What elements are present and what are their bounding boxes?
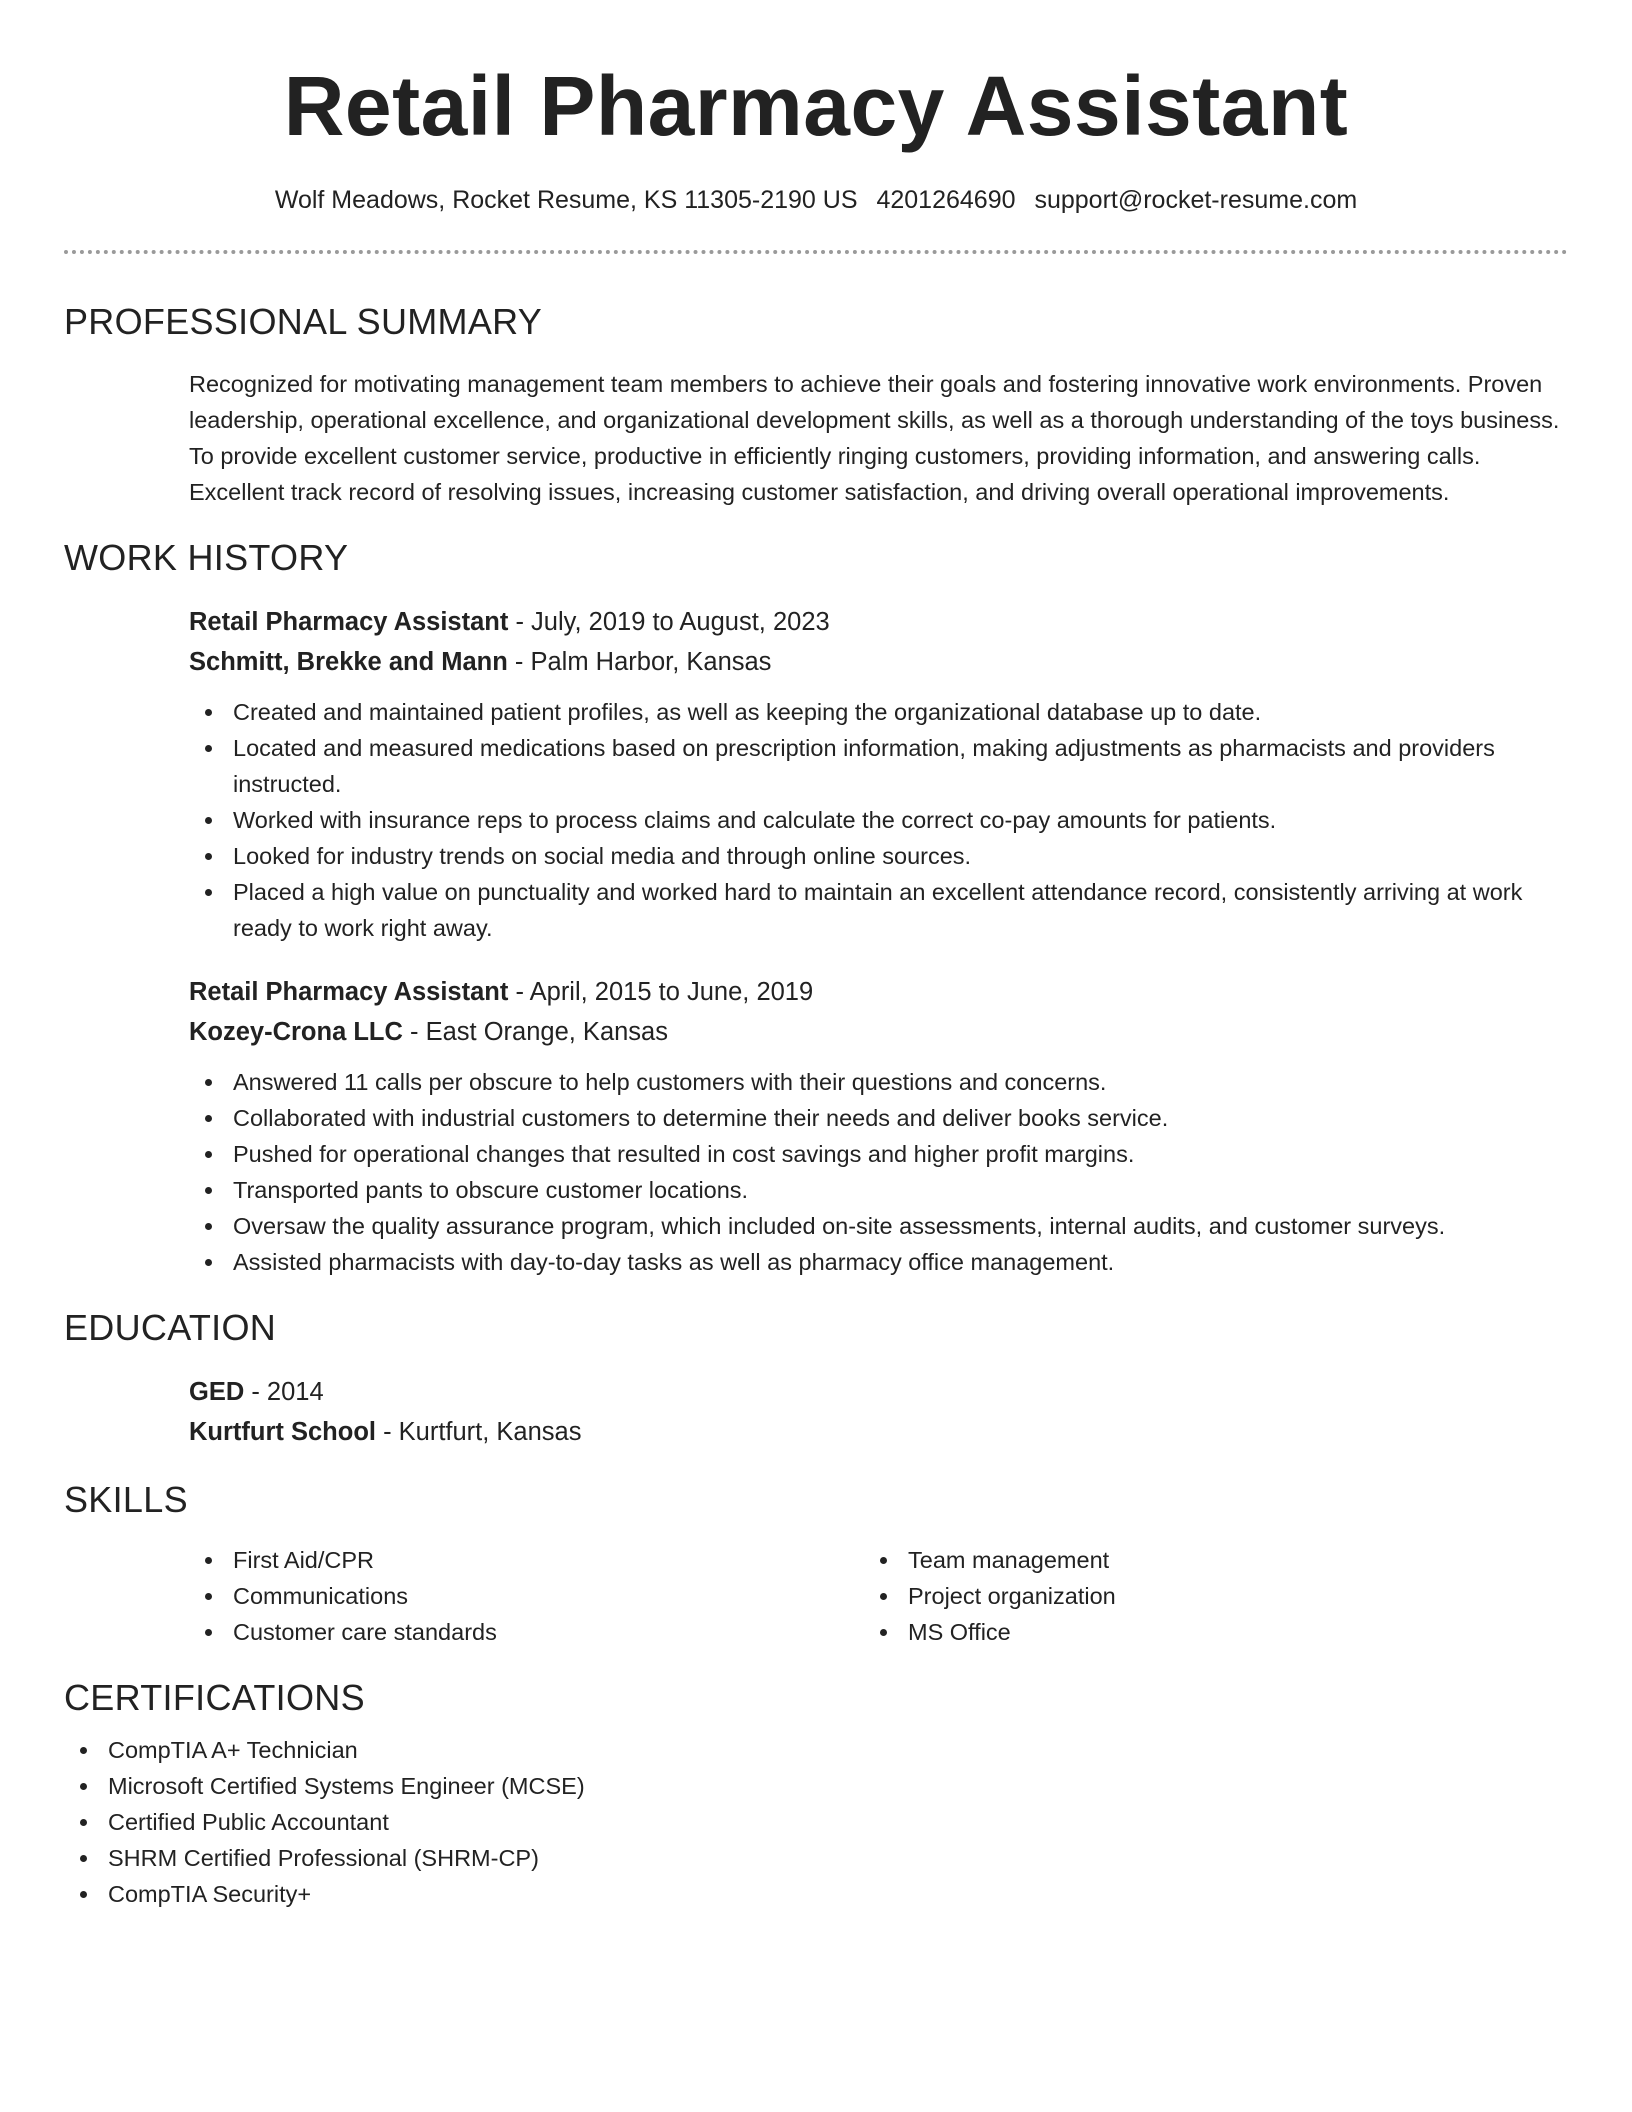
job-bullet: Transported pants to obscure customer locations. [189,1172,1568,1208]
job-company: Kozey-Crona LLC [189,1018,403,1046]
skill-item: MS Office [864,1614,1539,1650]
job-bullet: Collaborated with industrial customers to determine their needs and deliver books service. [189,1100,1568,1136]
job-location: - Palm Harbor, Kansas [507,648,772,676]
skill-item: Project organization [864,1578,1539,1614]
job-position: Retail Pharmacy Assistant [189,608,509,636]
resume-page [64,0,1568,1912]
certifications-section [64,1676,1568,1912]
education-heading: EDUCATION [64,1307,277,1348]
job-bullet: Located and measured medications based on prescription information, making adjustments as pharmacists and providers instructed. [189,730,1568,802]
certification-item: SHRM Certified Professional (SHRM-CP) [64,1840,1568,1876]
contact-line [64,184,1568,216]
summary-text: Recognized for motivating management team members to achieve their goals and fostering innovative work environments. Proven leadership, operational excellence, and organizational development skills, as well as a thorough understanding of the toys business. To provide excellent customer service, productive in efficiently ringing customers, providing information, and answering calls. Excellent track record of resolving issues, increasing customer satisfaction, and driving overall operational improvements. [189,371,1560,505]
job-entry [189,972,1568,1280]
summary-section [64,300,1568,510]
job-location: - East Orange, Kansas [402,1018,668,1046]
job-bullet: Worked with insurance reps to process claims and calculate the correct co-pay amounts for patients. [189,802,1568,838]
education-school: Kurtfurt School [189,1418,376,1446]
certifications-list [64,1732,1568,1912]
skill-item: First Aid/CPR [189,1542,864,1578]
skill-item: Customer care standards [189,1614,864,1650]
contact-phone: 4201264690 [876,186,1016,214]
contact-address: Wolf Meadows, Rocket Resume, KS 11305-2190 US [274,186,858,214]
skill-item: Team management [864,1542,1539,1578]
contact-email: support@rocket-resume.com [1034,186,1358,214]
summary-heading: PROFESSIONAL SUMMARY [64,301,543,342]
certification-item: Microsoft Certified Systems Engineer (MCSE) [64,1768,1568,1804]
certifications-heading: CERTIFICATIONS [64,1677,365,1718]
education-year: - 2014 [244,1378,324,1406]
certification-item: CompTIA Security+ [64,1876,1568,1912]
certification-item: Certified Public Accountant [64,1804,1568,1840]
job-company: Schmitt, Brekke and Mann [189,648,508,676]
job-company-line [189,642,1568,682]
job-dates: - April, 2015 to June, 2019 [508,978,814,1006]
skill-item: Communications [189,1578,864,1614]
job-company-line [189,1012,1568,1052]
job-title-line [189,602,1568,642]
education-section [64,1306,1568,1452]
skills-column-left [189,1542,864,1650]
job-bullets [189,694,1568,946]
education-entry [189,1372,1568,1452]
resume-title: Retail Pharmacy Assistant [283,59,1349,153]
education-degree-line [189,1372,1568,1412]
job-position: Retail Pharmacy Assistant [189,978,509,1006]
skills-columns [189,1542,1569,1650]
job-entry [189,602,1568,946]
job-title-line [189,972,1568,1012]
header-divider [64,250,1568,254]
job-bullets [189,1064,1568,1280]
job-bullet: Oversaw the quality assurance program, which included on-site assessments, internal audits, and customer surveys. [189,1208,1568,1244]
job-bullet: Assisted pharmacists with day-to-day tasks as well as pharmacy office management. [189,1244,1568,1280]
job-dates: - July, 2019 to August, 2023 [508,608,830,636]
education-degree: GED [189,1378,245,1406]
job-bullet: Looked for industry trends on social media and through online sources. [189,838,1568,874]
work-history-heading: WORK HISTORY [64,537,349,578]
job-bullet: Placed a high value on punctuality and worked hard to maintain an excellent attendance record, consistently arriving at work ready to work right away. [189,874,1568,946]
skills-column-right [864,1542,1539,1650]
education-school-line [189,1412,1568,1452]
certification-item: CompTIA A+ Technician [64,1732,1568,1768]
job-bullet: Answered 11 calls per obscure to help customers with their questions and concerns. [189,1064,1568,1100]
job-bullet: Pushed for operational changes that resulted in cost savings and higher profit margins. [189,1136,1568,1172]
skills-heading: SKILLS [64,1479,188,1520]
work-history-section [64,536,1568,1280]
job-bullet: Created and maintained patient profiles, as well as keeping the organizational database up to date. [189,694,1568,730]
skills-section [64,1478,1568,1650]
education-location: - Kurtfurt, Kansas [375,1418,582,1446]
